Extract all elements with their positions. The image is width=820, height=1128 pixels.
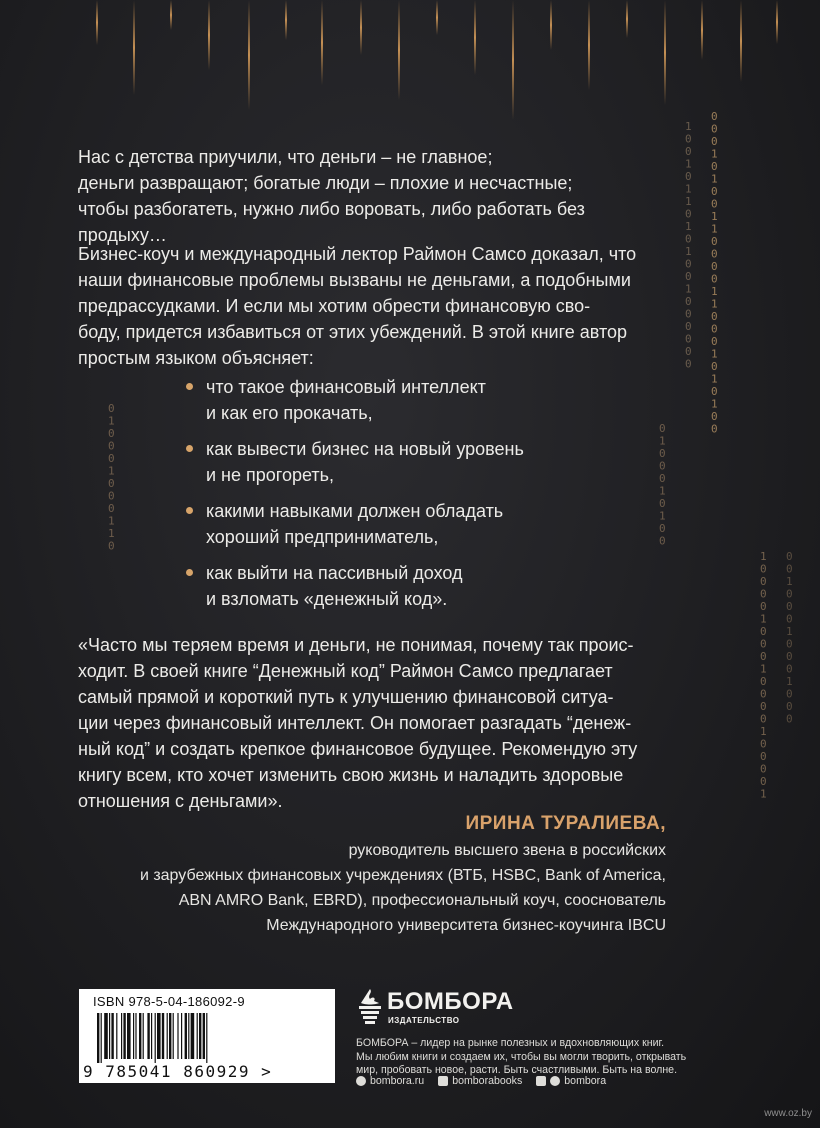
social-link-telegram[interactable]	[536, 1075, 606, 1087]
gold-streak	[626, 0, 628, 38]
author-desc-line: Международного университета бизнес-коучинга IBCU	[266, 917, 666, 934]
barcode-bar	[157, 1013, 161, 1059]
gold-streak	[398, 0, 400, 100]
bullet-line: и взломать «денежный код».	[206, 589, 448, 609]
barcode-bar	[173, 1013, 174, 1059]
telegram-icon	[550, 1076, 560, 1086]
bullet-line: и как его прокачать,	[206, 403, 373, 423]
barcode-bar	[191, 1013, 195, 1059]
isbn-barcode	[79, 989, 335, 1083]
author-desc-line: и зарубежных финансовых учреждениях (ВТБ, HSBC, Bank of America,	[139, 867, 666, 884]
bullet-item	[186, 436, 606, 488]
intro-line: чтобы разбогатеть, нужно либо воровать, либо работать без продыху…	[78, 199, 585, 245]
barcode-bar	[127, 1013, 131, 1059]
intro-line: Нас с детства приучили, что деньги – не главное;	[78, 147, 493, 167]
gold-streak	[133, 0, 135, 95]
barcode-bar	[135, 1013, 136, 1059]
bullet-line: как вывести бизнес на новый уровень	[206, 439, 524, 459]
barcode-bar	[199, 1013, 201, 1059]
globe-icon	[356, 1076, 366, 1086]
barcode-bar	[104, 1013, 108, 1059]
vk-icon	[438, 1076, 448, 1086]
quote-author-description	[106, 838, 666, 938]
bullet-dot-icon	[186, 383, 193, 390]
main-line: наши финансовые проблемы вызваны не деньгами, а подобными	[78, 270, 631, 290]
quote-line: книгу всем, кто хочет изменить свою жизнь и наладить здоровые	[78, 765, 624, 785]
barcode-bar	[121, 1013, 122, 1059]
publisher-subtitle: ИЗДАТЕЛЬСТВО	[388, 1016, 460, 1025]
bullet-dot-icon	[186, 507, 193, 514]
barcode-bar	[206, 1013, 207, 1063]
bullet-dot-icon	[186, 569, 193, 576]
quote-author-name: ИРИНА ТУРАЛИЕВА,	[465, 813, 666, 834]
publisher-about-line: мир, пробовать новое, расти. Быть счастливыми. Быть на волне.	[356, 1064, 678, 1076]
bullet-line: хороший предприниматель,	[206, 527, 439, 547]
social-link-vk[interactable]	[438, 1075, 522, 1087]
gold-streak	[664, 0, 666, 105]
social-label: bomborabooks	[452, 1075, 523, 1087]
main-paragraph	[78, 241, 676, 371]
binary-digit-column: 0 0 1 0 0 0 1 0 0 0 1 0 0 0	[786, 550, 793, 726]
publisher-about-line: БОМБОРА – лидер на рынке полезных и вдохновляющих книг.	[356, 1037, 665, 1049]
watermark: www.oz.by	[764, 1108, 812, 1119]
quote-line: отношения с деньгами».	[78, 791, 283, 811]
publisher-logo	[357, 985, 514, 1029]
barcode-bar	[151, 1013, 152, 1059]
bullet-item	[186, 560, 606, 612]
social-label: bombora	[564, 1075, 607, 1087]
isbn-label: ISBN 978-5-04-186092-9	[93, 994, 245, 1009]
gold-streak	[436, 0, 438, 35]
barcode-bar	[147, 1013, 149, 1059]
barcode-bar	[169, 1013, 171, 1059]
barcode-bar	[97, 1013, 99, 1063]
bullet-line: что такое финансовый интеллект	[206, 377, 486, 397]
publisher-social-links	[356, 1075, 606, 1087]
barcode-bar	[181, 1013, 182, 1059]
quote-line: самый прямой и короткий путь к улучшению финансовой ситуа-	[78, 687, 614, 707]
barcode-bar	[111, 1013, 113, 1059]
barcode-bar	[203, 1013, 205, 1059]
barcode-bar	[155, 1013, 156, 1063]
publisher-about-line: Мы любим книги и создаем их, чтобы вы могли творить, открывать	[356, 1050, 687, 1063]
gold-streak	[588, 0, 590, 90]
barcode-bar	[177, 1013, 178, 1059]
gold-streak	[208, 0, 210, 70]
gold-streak	[512, 0, 514, 120]
main-line: простым языком объясняет:	[78, 348, 314, 368]
quote-line: ходит. В своей книге “Денежный код” Раймон Самсо предлагает	[78, 661, 613, 681]
barcode-bar	[167, 1013, 168, 1059]
quote-line: «Часто мы теряем время и деньги, не понимая, почему так проис-	[78, 635, 634, 655]
barcode-bar	[139, 1013, 141, 1059]
gold-streak	[550, 0, 552, 50]
barcode-bar	[133, 1013, 134, 1059]
barcode-bar	[188, 1013, 189, 1059]
barcode-bar	[143, 1013, 144, 1059]
barcode-digits: 9 785041 860929 >	[83, 1062, 273, 1081]
gold-streak	[170, 0, 172, 30]
publisher-about	[356, 1037, 686, 1078]
gold-streak	[360, 0, 362, 55]
barcode-bar	[197, 1013, 198, 1059]
barcode-bar	[116, 1013, 117, 1059]
main-line: Бизнес-коуч и международный лектор Раймон Самсо доказал, что	[78, 244, 637, 264]
gold-streak	[96, 0, 98, 45]
gold-streak	[285, 0, 287, 40]
gold-streak	[776, 0, 778, 44]
intro-paragraph	[78, 144, 676, 248]
main-line: боду, придется избавиться от этих убеждений. В этой книге автор	[78, 322, 628, 342]
binary-digit-column: 0 1 0 0 0 1 0 1 0 0	[659, 422, 666, 548]
quote-line: ции через финансовый интеллект. Он помогает разгадать “денеж-	[78, 713, 632, 733]
bullet-line: какими навыками должен обладать	[206, 501, 504, 521]
bullet-item	[186, 374, 606, 426]
bullet-list	[186, 374, 606, 622]
gold-streak	[321, 0, 323, 85]
gold-streak	[701, 0, 703, 60]
quote-line: ный код” и создать крепкое финансовое будущее. Рекомендую эту	[78, 739, 638, 759]
author-desc-line: ABN AMRO Bank, EBRD), профессиональный коуч, сооснователь	[178, 892, 666, 909]
author-desc-line: руководитель высшего звена в российских	[348, 842, 666, 859]
plus-icon	[536, 1076, 546, 1086]
barcode-bar	[109, 1013, 110, 1059]
bullet-line: как выйти на пассивный доход	[206, 563, 463, 583]
social-link-website[interactable]	[356, 1075, 424, 1087]
binary-digit-column: 0 1 0 0 0 1 0 0 0 1 1 0	[108, 402, 115, 553]
gold-streak	[740, 0, 742, 82]
bullet-item	[186, 498, 606, 550]
binary-digit-column: 1 0 0 1 0 1 1 0 1 0 1 0 0 1 0 0 0 0 0 0	[685, 120, 692, 371]
bullet-line: и не прогореть,	[206, 465, 335, 485]
testimonial-quote	[78, 632, 676, 814]
barcode-bar	[101, 1013, 102, 1063]
barcode-bar	[123, 1013, 125, 1059]
bullet-dot-icon	[186, 445, 193, 452]
binary-digit-column: 0 0 0 1 0 1 0 0 1 1 0 0 0 0 1 1 0 0 0 1 0 1 0 1 0 0	[711, 110, 718, 436]
publisher-name: БОМБОРА	[387, 988, 514, 1015]
gold-streak	[248, 0, 250, 110]
social-label: bombora.ru	[370, 1075, 425, 1087]
barcode-bars	[97, 1013, 317, 1063]
bombora-logo-icon	[357, 987, 383, 1025]
main-line: предрассудками. И если мы хотим обрести финансовую сво-	[78, 296, 591, 316]
binary-digit-column: 1 0 0 0 0 1 0 0 0 1 0 0 0 0 1 0 0 0 0 1	[760, 550, 767, 801]
barcode-bar	[162, 1013, 164, 1059]
intro-line: деньги развращают; богатые люди – плохие и несчастные;	[78, 173, 573, 193]
barcode-bar	[185, 1013, 187, 1059]
gold-streak	[474, 0, 476, 75]
